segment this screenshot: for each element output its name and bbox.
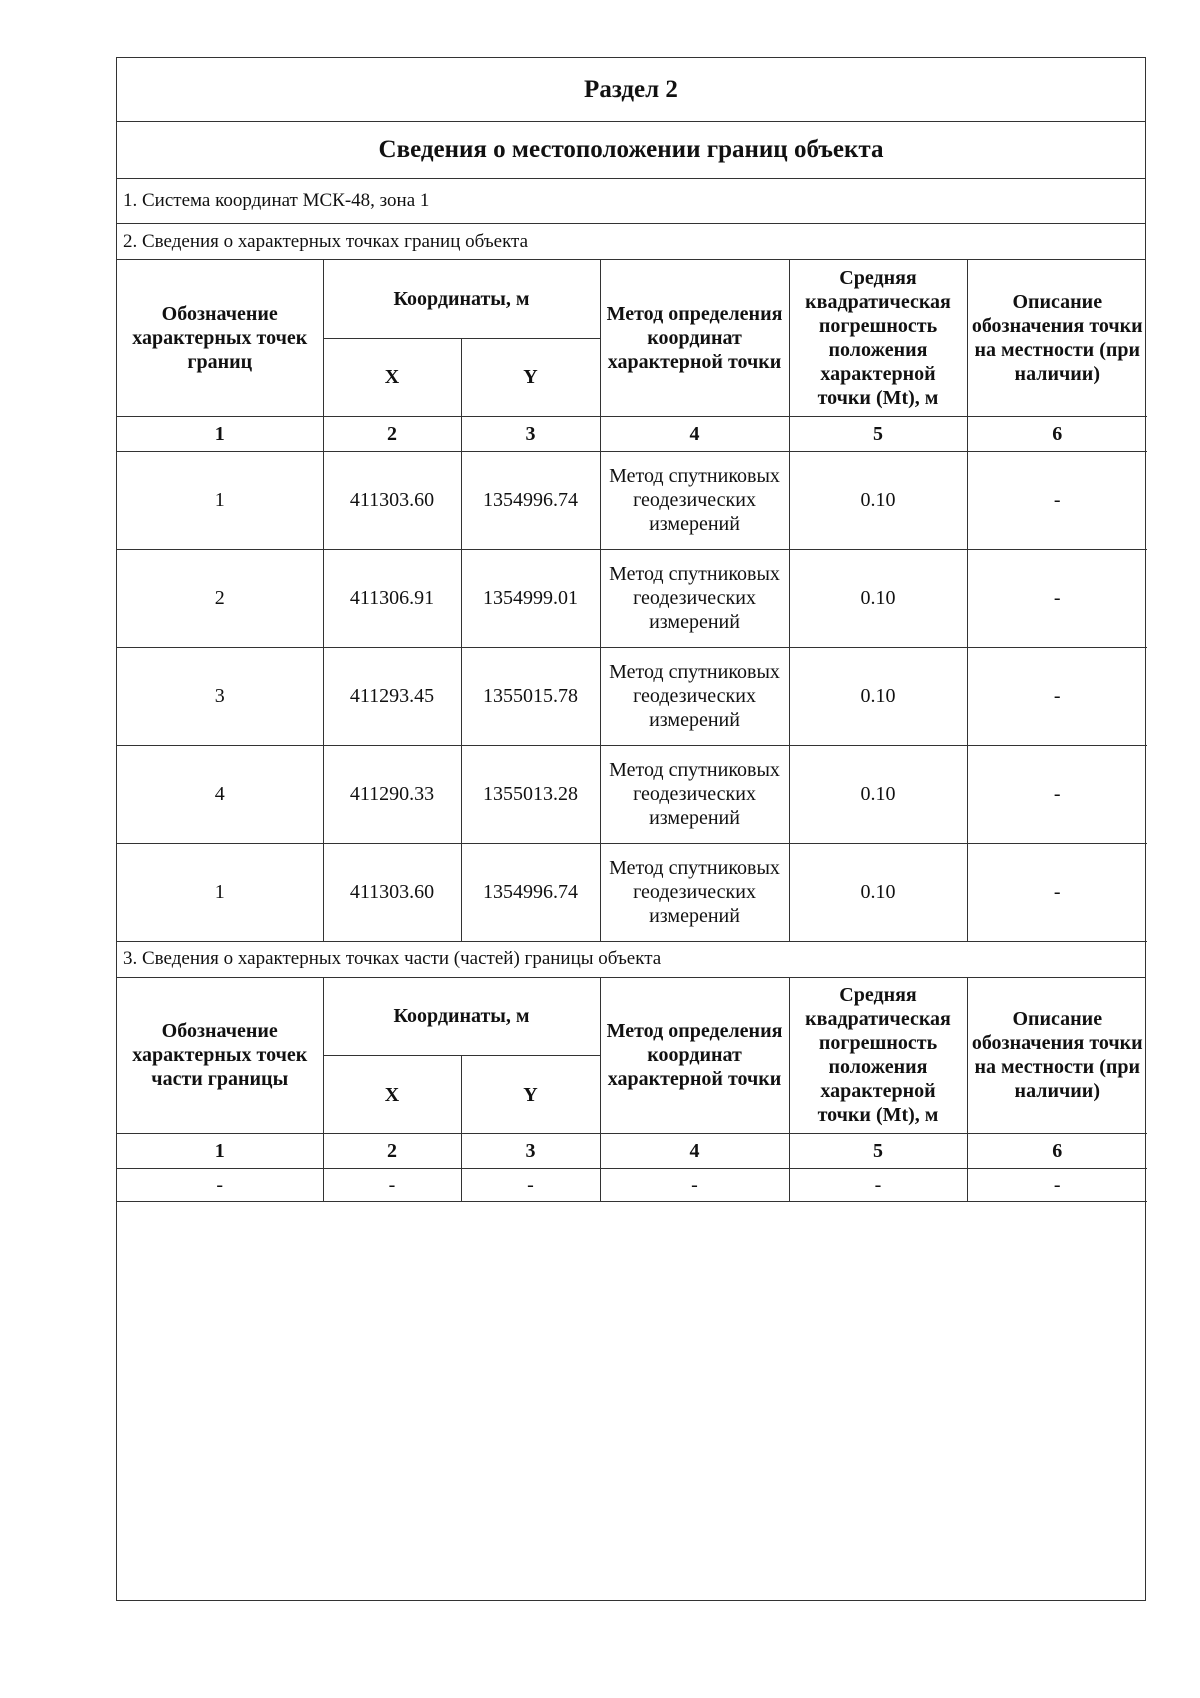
point-id: 2 (117, 549, 323, 647)
point-mt: 0.10 (789, 451, 967, 549)
column-number: 6 (967, 416, 1147, 451)
empty-cell: - (600, 1169, 789, 1202)
column-number: 5 (789, 1134, 967, 1169)
column-number: 6 (967, 1134, 1147, 1169)
point-method: Метод спутниковых геодезических измерений (600, 745, 789, 843)
point-mt: 0.10 (789, 549, 967, 647)
parts-heading: 3. Сведения о характерных точках части (частей) границы объекта (117, 942, 1145, 978)
table-row (117, 843, 1147, 941)
column-numbers-row (117, 416, 1147, 451)
col-desc-label: Описание обозначения точки на местности (при наличии) (967, 978, 1147, 1134)
point-desc: - (967, 843, 1147, 941)
document-sheet (116, 57, 1146, 1601)
column-numbers-row (117, 1134, 1147, 1169)
column-number: 1 (117, 416, 323, 451)
table-row (117, 451, 1147, 549)
col-x-label: X (323, 338, 461, 416)
point-y: 1355015.78 (461, 647, 600, 745)
coord-system-line: 1. Система координат МСК-48, зона 1 (117, 179, 1145, 224)
col-error-label: Средняя квадратическая погрешность положения характерной точки (Mt), м (789, 260, 967, 416)
column-number: 5 (789, 416, 967, 451)
point-x: 411303.60 (323, 451, 461, 549)
point-id: 3 (117, 647, 323, 745)
column-number: 3 (461, 416, 600, 451)
points-heading: 2. Сведения о характерных точках границ объекта (117, 224, 1145, 260)
table-row (117, 647, 1147, 745)
points-table (117, 260, 1147, 942)
point-y: 1354999.01 (461, 549, 600, 647)
empty-cell: - (461, 1169, 600, 1202)
point-y: 1354996.74 (461, 843, 600, 941)
point-id: 1 (117, 451, 323, 549)
column-number: 1 (117, 1134, 323, 1169)
column-number: 2 (323, 1134, 461, 1169)
col-point-label: Обозначение характерных точек границ (117, 260, 323, 416)
point-desc: - (967, 745, 1147, 843)
point-id: 1 (117, 843, 323, 941)
col-method-label: Метод определения координат характерной точки (600, 978, 789, 1134)
empty-cell: - (117, 1169, 323, 1202)
table-row (117, 1169, 1147, 1202)
point-desc: - (967, 451, 1147, 549)
point-mt: 0.10 (789, 647, 967, 745)
point-id: 4 (117, 745, 323, 843)
col-desc-label: Описание обозначения точки на местности (при наличии) (967, 260, 1147, 416)
col-y-label: Y (461, 338, 600, 416)
column-number: 4 (600, 416, 789, 451)
point-x: 411306.91 (323, 549, 461, 647)
point-y: 1354996.74 (461, 451, 600, 549)
empty-cell: - (323, 1169, 461, 1202)
col-coords-label: Координаты, м (323, 978, 600, 1056)
col-error-label: Средняя квадратическая погрешность положения характерной точки (Mt), м (789, 978, 967, 1134)
empty-cell: - (789, 1169, 967, 1202)
col-x-label: X (323, 1056, 461, 1134)
point-desc: - (967, 647, 1147, 745)
col-coords-label: Координаты, м (323, 260, 600, 338)
point-mt: 0.10 (789, 745, 967, 843)
col-part-point-label: Обозначение характерных точек части границы (117, 978, 323, 1134)
point-x: 411293.45 (323, 647, 461, 745)
document-subtitle: Сведения о местоположении границ объекта (117, 122, 1145, 179)
point-method: Метод спутниковых геодезических измерений (600, 647, 789, 745)
point-y: 1355013.28 (461, 745, 600, 843)
table-row (117, 549, 1147, 647)
point-mt: 0.10 (789, 843, 967, 941)
point-method: Метод спутниковых геодезических измерений (600, 843, 789, 941)
column-number: 3 (461, 1134, 600, 1169)
table-row (117, 745, 1147, 843)
point-x: 411303.60 (323, 843, 461, 941)
point-x: 411290.33 (323, 745, 461, 843)
column-number: 4 (600, 1134, 789, 1169)
parts-table (117, 978, 1147, 1203)
column-number: 2 (323, 416, 461, 451)
section-title: Раздел 2 (117, 58, 1145, 122)
col-method-label: Метод определения координат характерной точки (600, 260, 789, 416)
col-y-label: Y (461, 1056, 600, 1134)
empty-cell: - (967, 1169, 1147, 1202)
point-method: Метод спутниковых геодезических измерений (600, 549, 789, 647)
point-desc: - (967, 549, 1147, 647)
point-method: Метод спутниковых геодезических измерений (600, 451, 789, 549)
